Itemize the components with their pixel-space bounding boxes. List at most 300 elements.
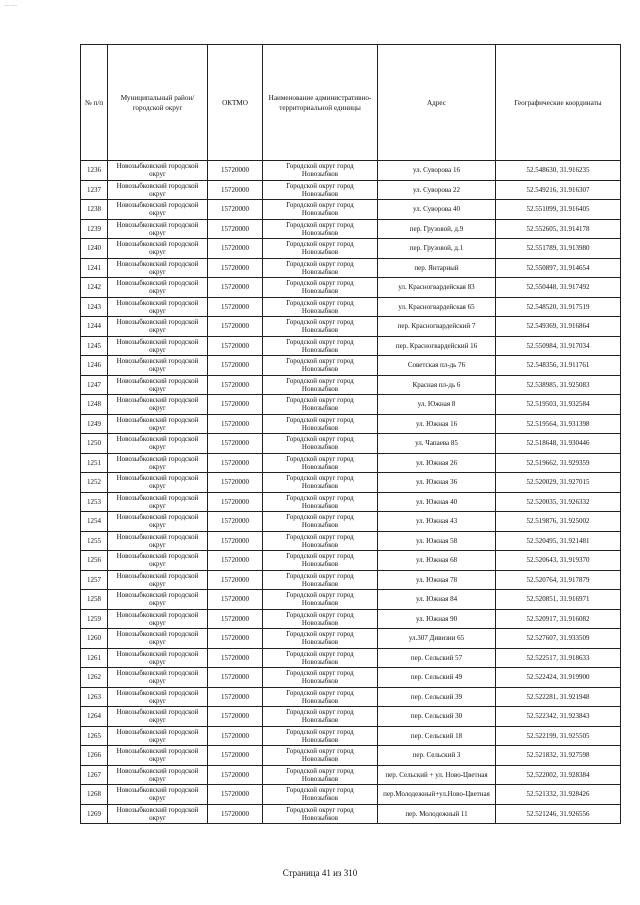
cell-municipality-line1: Новозыбковский городской bbox=[116, 201, 199, 210]
cell-oktmo: 15720000 bbox=[208, 278, 263, 298]
cell-unit-line1: Городской округ город bbox=[286, 513, 354, 522]
table-row bbox=[81, 512, 621, 532]
cell-municipality-line2: округ bbox=[149, 248, 166, 257]
cell-coords: 52.519503, 31.932584 bbox=[496, 395, 621, 415]
cell-num: 1254 bbox=[81, 512, 108, 532]
cell-municipality-line2: округ bbox=[149, 735, 166, 744]
cell-municipality bbox=[108, 434, 208, 454]
cell-unit-line2: Новозыбков bbox=[301, 716, 339, 725]
cell-oktmo: 15720000 bbox=[208, 609, 263, 629]
cell-coords: 52.521332, 31.928426 bbox=[496, 785, 621, 805]
cell-municipality bbox=[108, 473, 208, 493]
cell-unit-line1: Городской округ город bbox=[286, 669, 354, 678]
cell-oktmo: 15720000 bbox=[208, 590, 263, 610]
cell-num: 1247 bbox=[81, 375, 108, 395]
cell-municipality-line1: Новозыбковский городской bbox=[116, 162, 199, 171]
cell-municipality-line1: Новозыбковский городской bbox=[116, 649, 199, 658]
cell-municipality bbox=[108, 668, 208, 688]
cell-coords: 52.519662, 31.929359 bbox=[496, 453, 621, 473]
cell-coords: 52.548630, 31.916235 bbox=[496, 161, 621, 181]
cell-oktmo: 15720000 bbox=[208, 687, 263, 707]
header-address: Адрес bbox=[378, 45, 496, 161]
cell-unit-line1: Городской округ город bbox=[286, 220, 354, 229]
cell-municipality bbox=[108, 180, 208, 200]
cell-coords: 52.527607, 31.933509 bbox=[496, 629, 621, 649]
cell-unit bbox=[263, 804, 378, 824]
cell-address: ул. Южная 84 bbox=[378, 590, 496, 610]
cell-oktmo: 15720000 bbox=[208, 219, 263, 239]
cell-municipality-line2: округ bbox=[149, 677, 166, 686]
cell-unit-line1: Городской округ город bbox=[286, 259, 354, 268]
cell-unit-line1: Городской округ город bbox=[286, 786, 354, 795]
cell-address: пер. Красногвардейский 7 bbox=[378, 317, 496, 337]
cell-unit-line1: Городской округ город bbox=[286, 396, 354, 405]
cell-unit bbox=[263, 161, 378, 181]
cell-municipality-line2: округ bbox=[149, 579, 166, 588]
cell-oktmo: 15720000 bbox=[208, 473, 263, 493]
cell-coords: 52.538985, 31.925083 bbox=[496, 375, 621, 395]
cell-address: Советская пл-дь 76 bbox=[378, 356, 496, 376]
cell-oktmo: 15720000 bbox=[208, 726, 263, 746]
cell-unit-line1: Городской округ город bbox=[286, 727, 354, 736]
cell-address: пер. Сельский 49 bbox=[378, 668, 496, 688]
cell-unit-line1: Городской округ город bbox=[286, 649, 354, 658]
cell-num: 1238 bbox=[81, 200, 108, 220]
cell-municipality-line2: округ bbox=[149, 365, 166, 374]
cell-municipality-line2: округ bbox=[149, 657, 166, 666]
table-row bbox=[81, 297, 621, 317]
table-row bbox=[81, 473, 621, 493]
cell-oktmo: 15720000 bbox=[208, 629, 263, 649]
table-row bbox=[81, 726, 621, 746]
cell-municipality bbox=[108, 258, 208, 278]
cell-unit-line1: Городской округ город bbox=[286, 805, 354, 814]
cell-municipality-line2: округ bbox=[149, 287, 166, 296]
cell-coords: 52.520495, 31.921481 bbox=[496, 531, 621, 551]
cell-unit-line2: Новозыбков bbox=[301, 462, 339, 471]
cell-unit-line2: Новозыбков bbox=[301, 306, 339, 315]
cell-coords: 52.520764, 31.917879 bbox=[496, 570, 621, 590]
cell-num: 1242 bbox=[81, 278, 108, 298]
cell-oktmo: 15720000 bbox=[208, 297, 263, 317]
table-row bbox=[81, 434, 621, 454]
cell-coords: 52.522199, 31.925505 bbox=[496, 726, 621, 746]
cell-municipality bbox=[108, 453, 208, 473]
cell-unit-line2: Новозыбков bbox=[301, 404, 339, 413]
cell-num: 1262 bbox=[81, 668, 108, 688]
cell-oktmo: 15720000 bbox=[208, 648, 263, 668]
cell-unit bbox=[263, 297, 378, 317]
cell-municipality-line1: Новозыбковский городской bbox=[116, 240, 199, 249]
cell-municipality-line2: округ bbox=[149, 560, 166, 569]
table-row bbox=[81, 707, 621, 727]
cell-unit bbox=[263, 414, 378, 434]
cell-municipality-line1: Новозыбковский городской bbox=[116, 279, 199, 288]
cell-municipality-line1: Новозыбковский городской bbox=[116, 259, 199, 268]
cell-municipality-line2: округ bbox=[149, 774, 166, 783]
cell-unit-line2: Новозыбков bbox=[301, 170, 339, 179]
cell-address: пер. Сельский 3 bbox=[378, 746, 496, 766]
cell-municipality bbox=[108, 200, 208, 220]
cell-municipality-line2: округ bbox=[149, 404, 166, 413]
cell-unit-line1: Городской округ город bbox=[286, 630, 354, 639]
cell-unit-line1: Городской округ город bbox=[286, 181, 354, 190]
cell-municipality bbox=[108, 161, 208, 181]
cell-unit bbox=[263, 726, 378, 746]
table-row bbox=[81, 765, 621, 785]
cell-municipality bbox=[108, 551, 208, 571]
cell-oktmo: 15720000 bbox=[208, 239, 263, 259]
cell-address: ул. Южная 68 bbox=[378, 551, 496, 571]
table-row bbox=[81, 200, 621, 220]
cell-municipality bbox=[108, 590, 208, 610]
cell-municipality-line1: Новозыбковский городской bbox=[116, 669, 199, 678]
cell-address: ул. Южная 8 bbox=[378, 395, 496, 415]
cell-municipality-line1: Новозыбковский городской bbox=[116, 474, 199, 483]
cell-address: ул.307 Дивизии 65 bbox=[378, 629, 496, 649]
cell-unit-line1: Городской округ город bbox=[286, 571, 354, 580]
cell-unit-line1: Городской округ город bbox=[286, 415, 354, 424]
table-row bbox=[81, 804, 621, 824]
cell-municipality-line2: округ bbox=[149, 384, 166, 393]
cell-unit-line2: Новозыбков bbox=[301, 794, 339, 803]
cell-unit-line2: Новозыбков bbox=[301, 560, 339, 569]
cell-num: 1260 bbox=[81, 629, 108, 649]
table-row bbox=[81, 570, 621, 590]
cell-unit-line1: Городской округ город bbox=[286, 318, 354, 327]
cell-unit-line1: Городской округ город bbox=[286, 376, 354, 385]
cell-municipality bbox=[108, 278, 208, 298]
cell-municipality-line1: Новозыбковский городской bbox=[116, 766, 199, 775]
cell-address: пер. Грузовой, д.9 bbox=[378, 219, 496, 239]
cell-municipality-line1: Новозыбковский городской bbox=[116, 396, 199, 405]
cell-unit bbox=[263, 746, 378, 766]
header-coords: Географические координаты bbox=[496, 45, 621, 161]
cell-coords: 52.520029, 31.927015 bbox=[496, 473, 621, 493]
cell-oktmo: 15720000 bbox=[208, 492, 263, 512]
cell-oktmo: 15720000 bbox=[208, 707, 263, 727]
cell-municipality bbox=[108, 336, 208, 356]
cell-unit-line2: Новозыбков bbox=[301, 326, 339, 335]
cell-municipality-line1: Новозыбковский городской bbox=[116, 513, 199, 522]
cell-municipality bbox=[108, 785, 208, 805]
cell-coords: 52.549216, 31.916307 bbox=[496, 180, 621, 200]
cell-municipality bbox=[108, 239, 208, 259]
cell-municipality-line1: Новозыбковский городской bbox=[116, 376, 199, 385]
cell-address: пер.Молодежный+ул.Ново-Цветная bbox=[378, 785, 496, 805]
cell-address: ул. Суворова 16 bbox=[378, 161, 496, 181]
cell-unit bbox=[263, 434, 378, 454]
header-num: № п/п bbox=[81, 45, 108, 161]
cell-oktmo: 15720000 bbox=[208, 258, 263, 278]
cell-oktmo: 15720000 bbox=[208, 375, 263, 395]
cell-num: 1268 bbox=[81, 785, 108, 805]
cell-municipality-line1: Новозыбковский городской bbox=[116, 727, 199, 736]
cell-num: 1243 bbox=[81, 297, 108, 317]
table-row bbox=[81, 687, 621, 707]
table-row bbox=[81, 278, 621, 298]
cell-unit-line2: Новозыбков bbox=[301, 755, 339, 764]
cell-coords: 52.550897, 31.914654 bbox=[496, 258, 621, 278]
cell-unit-line2: Новозыбков bbox=[301, 677, 339, 686]
cell-municipality-line1: Новозыбковский городской bbox=[116, 747, 199, 756]
cell-address: пер. Янтарный bbox=[378, 258, 496, 278]
cell-municipality-line1: Новозыбковский городской bbox=[116, 610, 199, 619]
cell-unit-line1: Городской округ город bbox=[286, 162, 354, 171]
cell-unit-line1: Городской округ город bbox=[286, 532, 354, 541]
cell-municipality-line2: округ bbox=[149, 501, 166, 510]
cell-municipality bbox=[108, 648, 208, 668]
table-row bbox=[81, 317, 621, 337]
cell-municipality-line2: округ bbox=[149, 618, 166, 627]
cell-municipality bbox=[108, 707, 208, 727]
cell-oktmo: 15720000 bbox=[208, 512, 263, 532]
cell-municipality bbox=[108, 687, 208, 707]
cell-oktmo: 15720000 bbox=[208, 804, 263, 824]
cell-coords: 52.549369, 31.916864 bbox=[496, 317, 621, 337]
cell-municipality-line1: Новозыбковский городской bbox=[116, 708, 199, 717]
cell-municipality bbox=[108, 375, 208, 395]
cell-unit-line2: Новозыбков bbox=[301, 618, 339, 627]
cell-num: 1267 bbox=[81, 765, 108, 785]
cell-oktmo: 15720000 bbox=[208, 336, 263, 356]
cell-coords: 52.552605, 31.914178 bbox=[496, 219, 621, 239]
cell-municipality-line2: округ bbox=[149, 794, 166, 803]
cell-coords: 52.522281, 31.921948 bbox=[496, 687, 621, 707]
cell-municipality-line2: округ bbox=[149, 345, 166, 354]
cell-coords: 52.522517, 31.918633 bbox=[496, 648, 621, 668]
cell-unit-line1: Городской округ город bbox=[286, 337, 354, 346]
cell-municipality-line2: округ bbox=[149, 306, 166, 315]
cell-oktmo: 15720000 bbox=[208, 356, 263, 376]
table-row bbox=[81, 180, 621, 200]
cell-unit bbox=[263, 648, 378, 668]
cell-unit bbox=[263, 395, 378, 415]
cell-num: 1239 bbox=[81, 219, 108, 239]
cell-unit-line1: Городской округ город bbox=[286, 688, 354, 697]
cell-unit-line2: Новозыбков bbox=[301, 267, 339, 276]
cell-num: 1252 bbox=[81, 473, 108, 493]
cell-municipality bbox=[108, 356, 208, 376]
cell-coords: 52.520035, 31.926332 bbox=[496, 492, 621, 512]
cell-municipality-line2: округ bbox=[149, 696, 166, 705]
cell-unit-line2: Новозыбков bbox=[301, 501, 339, 510]
cell-municipality-line2: округ bbox=[149, 423, 166, 432]
cell-unit-line2: Новозыбков bbox=[301, 189, 339, 198]
cell-coords: 52.522342, 31.923843 bbox=[496, 707, 621, 727]
cell-unit bbox=[263, 707, 378, 727]
table-row bbox=[81, 785, 621, 805]
cell-oktmo: 15720000 bbox=[208, 317, 263, 337]
cell-municipality-line2: округ bbox=[149, 462, 166, 471]
cell-coords: 52.550448, 31.917492 bbox=[496, 278, 621, 298]
corner-mark: —— bbox=[4, 3, 18, 9]
cell-unit bbox=[263, 219, 378, 239]
cell-unit bbox=[263, 200, 378, 220]
table-row bbox=[81, 219, 621, 239]
cell-municipality-line1: Новозыбковский городской bbox=[116, 688, 199, 697]
cell-municipality-line1: Новозыбковский городской bbox=[116, 786, 199, 795]
cell-num: 1264 bbox=[81, 707, 108, 727]
cell-coords: 52.520643, 31.919370 bbox=[496, 551, 621, 571]
table-row bbox=[81, 668, 621, 688]
cell-address: ул. Южная 78 bbox=[378, 570, 496, 590]
cell-unit-line2: Новозыбков bbox=[301, 287, 339, 296]
cell-municipality bbox=[108, 512, 208, 532]
cell-address: пер. Сельский + ул. Ново-Цветная bbox=[378, 765, 496, 785]
cell-address: ул. Чапаева 85 bbox=[378, 434, 496, 454]
cell-address: пер. Сельский 30 bbox=[378, 707, 496, 727]
cell-unit-line1: Городской округ город bbox=[286, 591, 354, 600]
cell-unit-line2: Новозыбков bbox=[301, 345, 339, 354]
cell-oktmo: 15720000 bbox=[208, 531, 263, 551]
cell-unit-line2: Новозыбков bbox=[301, 365, 339, 374]
cell-municipality-line2: округ bbox=[149, 482, 166, 491]
cell-municipality-line2: округ bbox=[149, 813, 166, 822]
cell-oktmo: 15720000 bbox=[208, 434, 263, 454]
cell-coords: 52.551099, 31.916405 bbox=[496, 200, 621, 220]
cell-unit-line1: Городской округ город bbox=[286, 298, 354, 307]
cell-municipality bbox=[108, 629, 208, 649]
page-number: Страница 41 из 310 bbox=[282, 868, 358, 878]
cell-municipality bbox=[108, 804, 208, 824]
table-row bbox=[81, 648, 621, 668]
cell-num: 1253 bbox=[81, 492, 108, 512]
cell-unit-line1: Городской округ город bbox=[286, 708, 354, 717]
cell-municipality-line2: округ bbox=[149, 755, 166, 764]
cell-unit bbox=[263, 512, 378, 532]
cell-unit-line1: Городской округ город bbox=[286, 474, 354, 483]
cell-municipality-line1: Новозыбковский городской bbox=[116, 298, 199, 307]
cell-municipality bbox=[108, 746, 208, 766]
cell-municipality bbox=[108, 297, 208, 317]
cell-num: 1258 bbox=[81, 590, 108, 610]
cell-municipality-line1: Новозыбковский городской bbox=[116, 571, 199, 580]
table-row bbox=[81, 161, 621, 181]
cell-oktmo: 15720000 bbox=[208, 453, 263, 473]
cell-coords: 52.519876, 31.925002 bbox=[496, 512, 621, 532]
cell-num: 1248 bbox=[81, 395, 108, 415]
cell-municipality bbox=[108, 609, 208, 629]
cell-oktmo: 15720000 bbox=[208, 551, 263, 571]
cell-unit-line1: Городской округ город bbox=[286, 201, 354, 210]
cell-oktmo: 15720000 bbox=[208, 765, 263, 785]
cell-municipality bbox=[108, 531, 208, 551]
cell-num: 1249 bbox=[81, 414, 108, 434]
table-row bbox=[81, 609, 621, 629]
cell-unit-line2: Новозыбков bbox=[301, 638, 339, 647]
cell-unit-line2: Новозыбков bbox=[301, 209, 339, 218]
cell-num: 1251 bbox=[81, 453, 108, 473]
cell-num: 1244 bbox=[81, 317, 108, 337]
cell-unit-line2: Новозыбков bbox=[301, 579, 339, 588]
cell-municipality-line1: Новозыбковский городской bbox=[116, 805, 199, 814]
header-municipality: Муниципальный район/городской округ bbox=[108, 45, 208, 161]
cell-coords: 52.520917, 31.916082 bbox=[496, 609, 621, 629]
cell-unit bbox=[263, 180, 378, 200]
table-row bbox=[81, 531, 621, 551]
cell-num: 1255 bbox=[81, 531, 108, 551]
cell-municipality bbox=[108, 492, 208, 512]
cell-unit bbox=[263, 765, 378, 785]
cell-unit bbox=[263, 570, 378, 590]
cell-num: 1261 bbox=[81, 648, 108, 668]
cell-oktmo: 15720000 bbox=[208, 180, 263, 200]
cell-num: 1265 bbox=[81, 726, 108, 746]
cell-municipality-line1: Новозыбковский городской bbox=[116, 454, 199, 463]
cell-unit-line1: Городской округ город bbox=[286, 610, 354, 619]
cell-address: ул. Красногвардейская 65 bbox=[378, 297, 496, 317]
cell-unit-line1: Городской округ город bbox=[286, 279, 354, 288]
cell-unit-line1: Городской округ город bbox=[286, 493, 354, 502]
cell-municipality-line1: Новозыбковский городской bbox=[116, 591, 199, 600]
cell-unit-line2: Новозыбков bbox=[301, 423, 339, 432]
cell-municipality bbox=[108, 219, 208, 239]
cell-municipality-line2: округ bbox=[149, 326, 166, 335]
cell-municipality bbox=[108, 765, 208, 785]
cell-coords: 52.520851, 31.916971 bbox=[496, 590, 621, 610]
cell-municipality-line2: округ bbox=[149, 209, 166, 218]
cell-municipality-line2: округ bbox=[149, 228, 166, 237]
cell-unit bbox=[263, 609, 378, 629]
cell-coords: 52.521832, 31.927598 bbox=[496, 746, 621, 766]
cell-address: ул. Южная 58 bbox=[378, 531, 496, 551]
cell-address: ул. Суворова 22 bbox=[378, 180, 496, 200]
cell-unit bbox=[263, 785, 378, 805]
cell-unit-line1: Городской округ город bbox=[286, 454, 354, 463]
cell-municipality-line1: Новозыбковский городской bbox=[116, 220, 199, 229]
cell-municipality-line2: округ bbox=[149, 540, 166, 549]
cell-municipality-line2: округ bbox=[149, 170, 166, 179]
table-row bbox=[81, 375, 621, 395]
cell-unit bbox=[263, 317, 378, 337]
cell-unit bbox=[263, 473, 378, 493]
cell-unit-line2: Новозыбков bbox=[301, 813, 339, 822]
cell-oktmo: 15720000 bbox=[208, 785, 263, 805]
cell-municipality-line1: Новозыбковский городской bbox=[116, 630, 199, 639]
cell-oktmo: 15720000 bbox=[208, 570, 263, 590]
cell-address: пер. Грузовой, д.1 bbox=[378, 239, 496, 259]
cell-unit bbox=[263, 551, 378, 571]
cell-unit-line2: Новозыбков bbox=[301, 228, 339, 237]
cell-num: 1236 bbox=[81, 161, 108, 181]
cell-num: 1237 bbox=[81, 180, 108, 200]
cell-municipality-line2: округ bbox=[149, 189, 166, 198]
cell-num: 1256 bbox=[81, 551, 108, 571]
cell-unit-line2: Новозыбков bbox=[301, 443, 339, 452]
cell-address: Красная пл-дь 6 bbox=[378, 375, 496, 395]
cell-unit-line2: Новозыбков bbox=[301, 735, 339, 744]
cell-num: 1266 bbox=[81, 746, 108, 766]
cell-unit-line2: Новозыбков bbox=[301, 248, 339, 257]
cell-unit bbox=[263, 258, 378, 278]
cell-unit-line1: Городской округ город bbox=[286, 240, 354, 249]
cell-coords: 52.550984, 31.917034 bbox=[496, 336, 621, 356]
cell-oktmo: 15720000 bbox=[208, 161, 263, 181]
cell-address: ул. Южная 26 bbox=[378, 453, 496, 473]
cell-unit-line2: Новозыбков bbox=[301, 599, 339, 608]
cell-num: 1263 bbox=[81, 687, 108, 707]
table-row bbox=[81, 258, 621, 278]
cell-unit-line1: Городской округ город bbox=[286, 435, 354, 444]
cell-num: 1259 bbox=[81, 609, 108, 629]
cell-address: ул. Южная 40 bbox=[378, 492, 496, 512]
table-row bbox=[81, 492, 621, 512]
cell-unit bbox=[263, 278, 378, 298]
cell-unit-line1: Городской округ город bbox=[286, 747, 354, 756]
table-row bbox=[81, 590, 621, 610]
cell-oktmo: 15720000 bbox=[208, 746, 263, 766]
